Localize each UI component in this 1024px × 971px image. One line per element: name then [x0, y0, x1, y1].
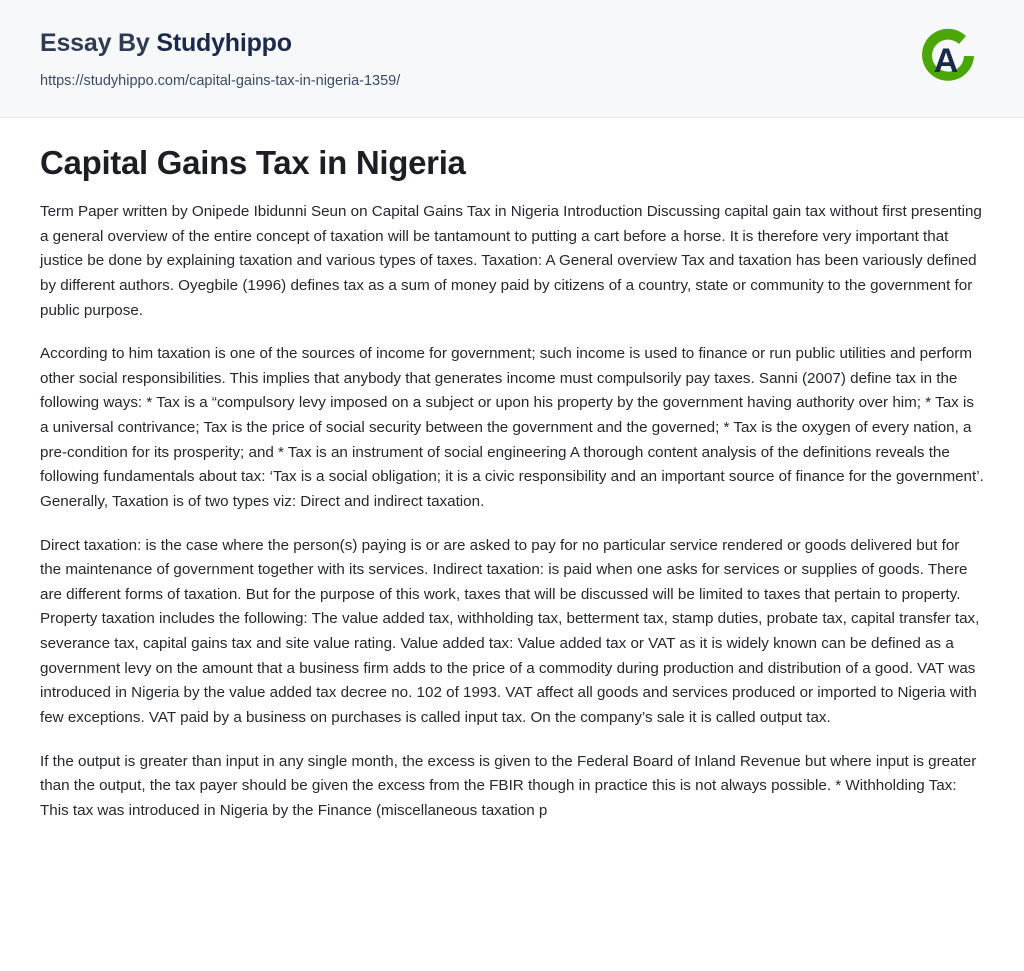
paragraph: According to him taxation is one of the sources of income for government; such income is used to finance or run public utilities and perform other social responsibilities. This implies that anybody that generates income must compulsorily pay taxes. Sanni (2007) define tax in the following ways: * Tax is a “compulsory levy imposed on a subject or upon his property by the government having authority over him; * Tax is a universal contrivance; Tax is the price of social security between the government and the governed; * Tax is the oxygen of every nation, a pre-condition for its prosperity; and * Tax is an instrument of social engineering A thorough content analysis of the definitions reveals the following fundamentals about tax: ‘Tax is a social obligation; it is a civic responsibility and an important source of finance for the government’. Generally, Taxation is of two types viz: Direct and indirect taxation.	[40, 345, 984, 510]
paragraph: Term Paper written by Onipede Ibidunni Seun on Capital Gains Tax in Nigeria Introduction Discussing capital gain tax without first presenting a general overview of the entire concept of taxation will be tantamount to putting a cart before a horse. It is therefore very important that justice be done by explaining taxation and various types of taxes. Taxation: A General overview Tax and taxation has been variously defined by different authors. Oyegbile (1996) defines tax as a sum of money paid by citizens of a country, state or community to the government for public purpose.	[40, 203, 982, 319]
document-body	[0, 118, 1024, 823]
svg-text:A: A	[933, 42, 959, 80]
brand-name: Studyhippo	[156, 29, 292, 57]
page-title: Capital Gains Tax in Nigeria	[40, 144, 466, 181]
site-brand	[40, 30, 984, 58]
paragraph: Direct taxation: is the case where the person(s) paying is or are asked to pay for no particular service rendered or goods delivered but for the maintenance of government together with its services. Indirect taxation: is paid when one asks for services or supplies of goods. There are different forms of taxation. But for the purpose of this work, taxes that will be discussed will be limited to taxes that pertain to property. Property taxation includes the following: The value added tax, withholding tax, betterment tax, stamp duties, probate tax, capital transfer tax, severance tax, capital gains tax and site value rating. Value added tax: Value added tax or VAT as it is widely known can be defined as a government levy on the amount that a business firm adds to the price of a commodity during production and distribution of a good. VAT was introduced in Nigeria by the value added tax decree no. 102 of 1993. VAT affect all goods and services produced or imported to Nigeria with few exceptions. VAT paid by a business on purchases is called input tax. On the company’s sale it is called output tax.	[40, 536, 980, 726]
site-url-link[interactable]: https://studyhippo.com/capital-gains-tax-in-nigeria-1359/	[40, 72, 401, 89]
site-header	[0, 0, 1024, 118]
studyhippo-logo-icon	[908, 22, 982, 96]
brand-prefix: Essay By	[40, 29, 157, 57]
paragraph: If the output is greater than input in any single month, the excess is given to the Federal Board of Inland Revenue but where input is greater than the output, the tax payer should be given the excess from the FBIR though in practice this is not always possible. * Withholding Tax: This tax was introduced in Nigeria by the Finance (miscellaneous taxation p	[40, 752, 977, 819]
